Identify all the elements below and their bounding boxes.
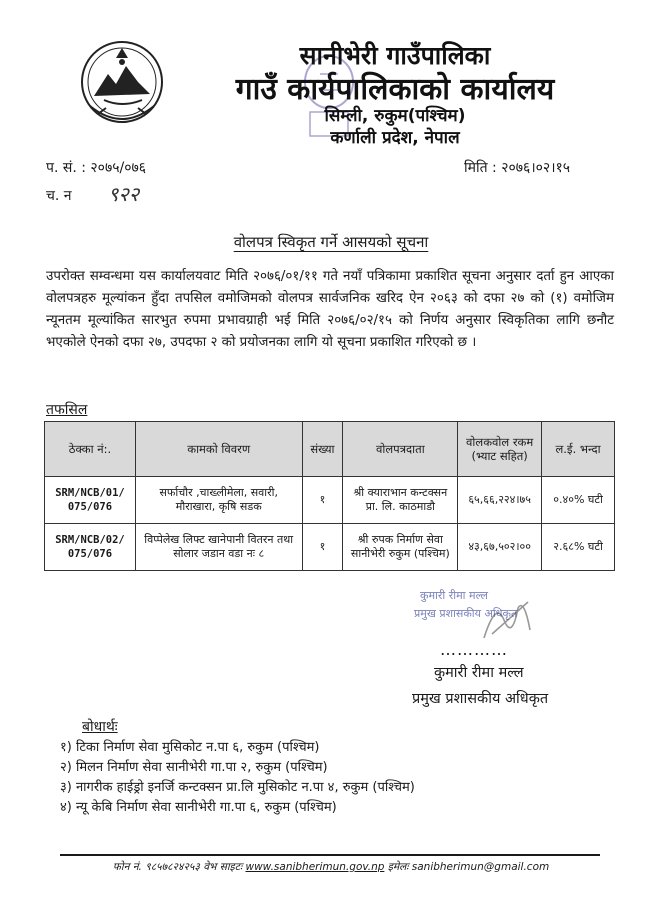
list-item: ३) नागरीक हाईड्रो इनर्जि कन्टक्सन प्रा.लि मुसिकोट न.पा ४, रुकुम (पश्चिम)	[60, 780, 415, 795]
header-vs-estimate: ल.ई. भन्दा	[542, 422, 615, 477]
footer-email-label: इमेलः	[387, 861, 409, 873]
bid-details-table	[44, 421, 615, 571]
list-item: १) टिका निर्माण सेवा मुसिकोट न.पा ६, रुकुम (पश्चिम)	[60, 740, 320, 755]
estimate-difference: ०.४०% घटी	[542, 477, 615, 524]
footer-phone: फोन नं. ९८५७८२४२५३	[112, 861, 200, 873]
work-description: सर्फाचौर ,चाख्लीमेला, सवारी, मौराखारा, कृषि सडक	[135, 477, 302, 524]
letterhead-municipality: सानीभेरी गाउँपालिका	[299, 41, 491, 70]
dispatch-number-value: ९२२	[108, 182, 140, 206]
issue-date: मिति : २०७६।०२।१५	[464, 160, 571, 176]
notice-body: उपरोक्त सम्वन्धमा यस कार्यालयवाट मिति २०७६/०१/११ गते नयाँ पत्रिकामा प्रकाशित सूचना अनुसार दर्ता हुन आएका वोलपत्रहरु मूल्यांकन हुँदा तपसिल वमोजिमको वोलपत्र सार्वजनिक खरिद ऐन २०६३ को दफा २७ को (१) वमोजिम न्यूनतम मूल्यांकित सारभुत रुपमा प्रभावग्राही भई मिति २०७६/०२/१५ को निर्णय अनुसार स्विकृतिका लागि छनौट भएकोले ऐनको दफा २७, उपदफा २ को प्रयोजनका लागि यो सूचना प्रकाशित गरिएको छ ।	[46, 269, 614, 350]
signature-line: …………	[440, 640, 508, 659]
bid-amount: ६५,६६,२२४।७५	[458, 477, 542, 524]
cc-list	[60, 738, 415, 818]
header-work-description: कामको विवरण	[135, 422, 302, 477]
contract-number: SRM/NCB/02/ 075/076	[45, 524, 136, 571]
bidder-name: श्री रुपक निर्माण सेवा सानीभेरी रुकुम (पश्चिम)	[343, 524, 458, 571]
header-bidder: वोलपत्रदाता	[343, 422, 458, 477]
signatory-title: प्रमुख प्रशासकीय अधिकृत	[412, 691, 549, 707]
estimate-difference: २.६८% घटी	[542, 524, 615, 571]
work-count: १	[302, 524, 343, 571]
dispatch-number-label: च. न	[46, 188, 72, 204]
header-bid-amount: वोलकवोल रकम (भ्याट सहित)	[458, 422, 542, 477]
signature-stamp-title: प्रमुख प्रशासकीय अधिकृत	[414, 607, 518, 620]
cc-heading: बोधार्थः	[82, 719, 118, 735]
header-contract-no: ठेक्का नं:.	[45, 422, 136, 477]
bidder-name: श्री क्याराभान कन्टक्सन प्रा. लि. काठमाडौ	[343, 477, 458, 524]
signatory-name: कुमारी रीमा मल्ल	[434, 665, 524, 681]
work-count: १	[302, 477, 343, 524]
letterhead-address: सिम्ली, रुकुम(पश्चिम)	[324, 106, 466, 126]
table-header-row	[45, 422, 615, 477]
reference-number: प. सं. : २०७५/०७६	[46, 160, 147, 176]
nepal-emblem-icon	[76, 36, 168, 136]
letterhead-province: कर्णाली प्रदेश, नेपाल	[330, 128, 460, 148]
details-heading: तफसिल	[46, 402, 88, 418]
footer-email[interactable]: sanibherimun@gmail.com	[411, 861, 550, 873]
table-row	[45, 524, 615, 571]
work-description: विप्पेलेख लिफ्ट खानेपानी वितरन तथा सोलार जडान वडा नः ८	[135, 524, 302, 571]
list-item: ४) न्यू केबि निर्माण सेवा सानीभेरी गा.पा ६, रुकुम (पश्चिम)	[60, 800, 337, 815]
list-item: २) मिलन निर्माण सेवा सानीभेरी गा.पा २, रुकुम (पश्चिम)	[60, 760, 328, 775]
footer-divider	[60, 854, 600, 856]
table-row	[45, 477, 615, 524]
footer-website-label: वेभ साइटः	[203, 861, 243, 873]
notice-subject-text: वोलपत्र स्विकृत गर्ने आसयको सूचना	[233, 233, 429, 251]
bid-amount: ४३,६७,५०२।००	[458, 524, 542, 571]
notice-subject	[0, 232, 662, 252]
contract-number: SRM/NCB/01/ 075/076	[45, 477, 136, 524]
header-count: संख्या	[302, 422, 343, 477]
signature-stamp-name: कुमारी रीमा मल्ल	[420, 589, 488, 602]
footer-website-link[interactable]: www.sanibherimun.gov.np	[245, 861, 385, 873]
footer-contact	[0, 860, 662, 874]
letterhead-office: गाउँ कार्यपालिकाको कार्यालय	[235, 72, 555, 107]
